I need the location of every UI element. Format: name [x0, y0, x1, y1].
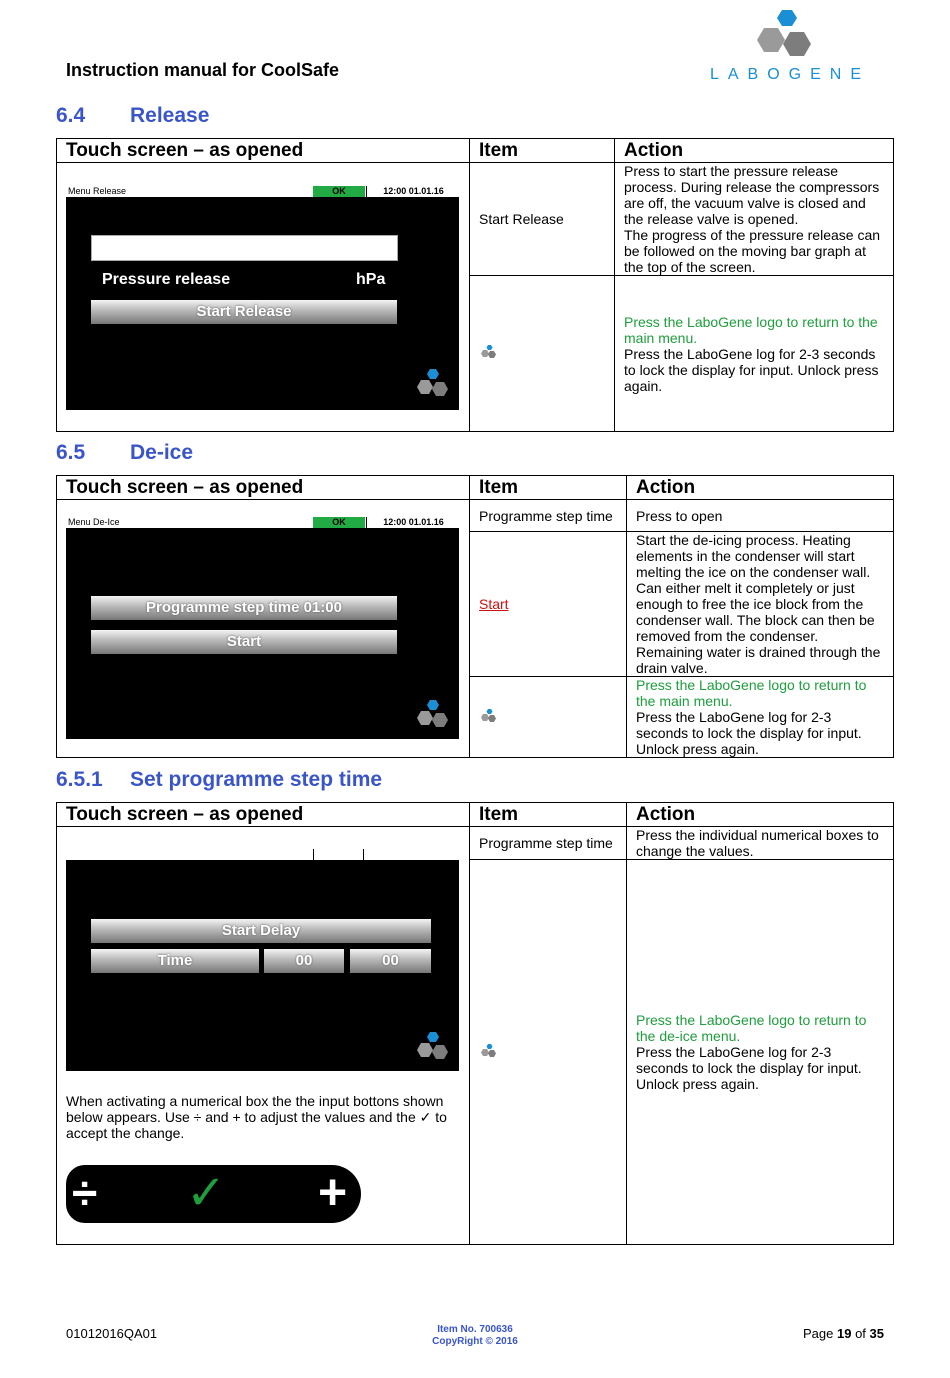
pressure-bar-graph — [91, 235, 398, 261]
status-bar — [66, 517, 459, 529]
header-action: Action — [627, 803, 894, 827]
item-start-release: Start Release — [470, 163, 615, 276]
minutes-box[interactable]: 00 — [350, 949, 431, 973]
deice-screen — [66, 517, 459, 739]
action-logo-lock: Press the LaboGene log for 2-3 seconds to lock the display for input. Unlock press again. — [624, 345, 879, 394]
start-release-button[interactable]: Start Release — [91, 300, 397, 324]
keypad — [66, 1165, 361, 1223]
footer-page-number: Page 19 of 35 — [803, 1326, 884, 1341]
hours-box[interactable]: 00 — [264, 949, 344, 973]
action-logo-lock: Press the LaboGene log for 2-3 seconds to lock the display for input. Unlock press again. — [636, 709, 862, 757]
status-bar — [66, 186, 459, 198]
header-screen: Touch screen – as opened — [57, 803, 470, 827]
status-bar — [66, 849, 459, 861]
numerical-box-note: When activating a numerical box the the input bottons shown below appears. Use ÷ and + to adjust the values and the ✓ to accept the change. — [66, 1093, 447, 1141]
pressure-release-label: Pressure release — [102, 271, 231, 288]
clock: 12:00 01.01.16 — [366, 186, 459, 197]
release-table — [56, 138, 894, 432]
deice-table — [56, 475, 894, 758]
clock: 12:00 01.01.16 — [366, 517, 459, 528]
labogene-logo-icon[interactable] — [412, 367, 452, 401]
item-programme-step-time: Programme step time — [470, 500, 627, 532]
action-logo-return: Press the LaboGene logo to return to the de-ice menu. — [636, 1012, 867, 1044]
action-logo-return: Press the LaboGene logo to return to the main menu. — [636, 677, 867, 709]
action-change-values: Press the individual numerical boxes to change the values. — [627, 827, 894, 860]
header-screen: Touch screen – as opened — [57, 476, 470, 500]
labogene-logo-icon[interactable] — [412, 1030, 452, 1064]
labogene-logo-icon — [479, 1044, 499, 1058]
programme-step-time-button[interactable]: Programme step time 01:00 — [91, 596, 397, 620]
document-title: Instruction manual for CoolSafe — [66, 60, 340, 80]
footer-item-number: Item No. 700636 CopyRight © 2016 — [432, 1324, 518, 1347]
plus-button[interactable]: + — [318, 1164, 348, 1220]
step-time-table — [56, 802, 894, 1245]
ok-indicator: OK — [313, 517, 365, 528]
ok-indicator: OK — [313, 186, 365, 197]
minus-button[interactable]: ÷ — [72, 1167, 98, 1219]
action-start-release-progress: The progress of the pressure release can be followed on the moving bar graph at the top of the screen. — [624, 227, 881, 275]
header-action: Action — [627, 476, 894, 500]
labogene-logo-icon[interactable] — [412, 698, 452, 732]
start-delay-button[interactable]: Start Delay — [91, 919, 431, 943]
header-item: Item — [470, 139, 615, 163]
footer-doc-id: 01012016QA01 — [66, 1326, 158, 1341]
menu-label: Menu Release — [68, 186, 127, 196]
step-time-screen — [66, 849, 459, 1071]
labogene-logo — [694, 6, 886, 86]
item-programme-step-time: Programme step time — [470, 827, 627, 860]
labogene-logo-icon — [479, 345, 499, 359]
time-label-button: Time — [91, 949, 259, 973]
release-screen — [66, 186, 459, 410]
logo-text: LABOGENE — [709, 66, 871, 83]
item-start-link[interactable]: Start — [479, 596, 509, 612]
check-button[interactable]: ✓ — [186, 1165, 227, 1221]
start-button[interactable]: Start — [91, 630, 397, 654]
unit-label: hPa — [356, 271, 386, 288]
header-item: Item — [470, 803, 627, 827]
labogene-logo-icon — [479, 709, 499, 723]
header-item: Item — [470, 476, 627, 500]
action-logo-lock: Press the LaboGene log for 2-3 seconds to lock the display for input. Unlock press again. — [636, 1044, 862, 1092]
action-press-to-open: Press to open — [627, 500, 894, 532]
menu-label: Menu De-Ice — [68, 517, 120, 527]
action-logo-return: Press the LaboGene logo to return to the main menu. — [624, 313, 878, 346]
action-start-deice: Start the de-icing process. Heating elements in the condenser will start melting the ice on the condenser wall. Can either melt it completely or just enough to free the ice block from the condenser wall. The block can then be removed from the condenser. Remaining water is drained through the drain valve. — [627, 532, 894, 677]
header-action: Action — [615, 139, 894, 163]
header-screen: Touch screen – as opened — [57, 139, 470, 163]
action-start-release: Press to start the pressure release process. During release the compressors are off, the vacuum valve is closed and the release valve is opened. — [624, 163, 880, 227]
